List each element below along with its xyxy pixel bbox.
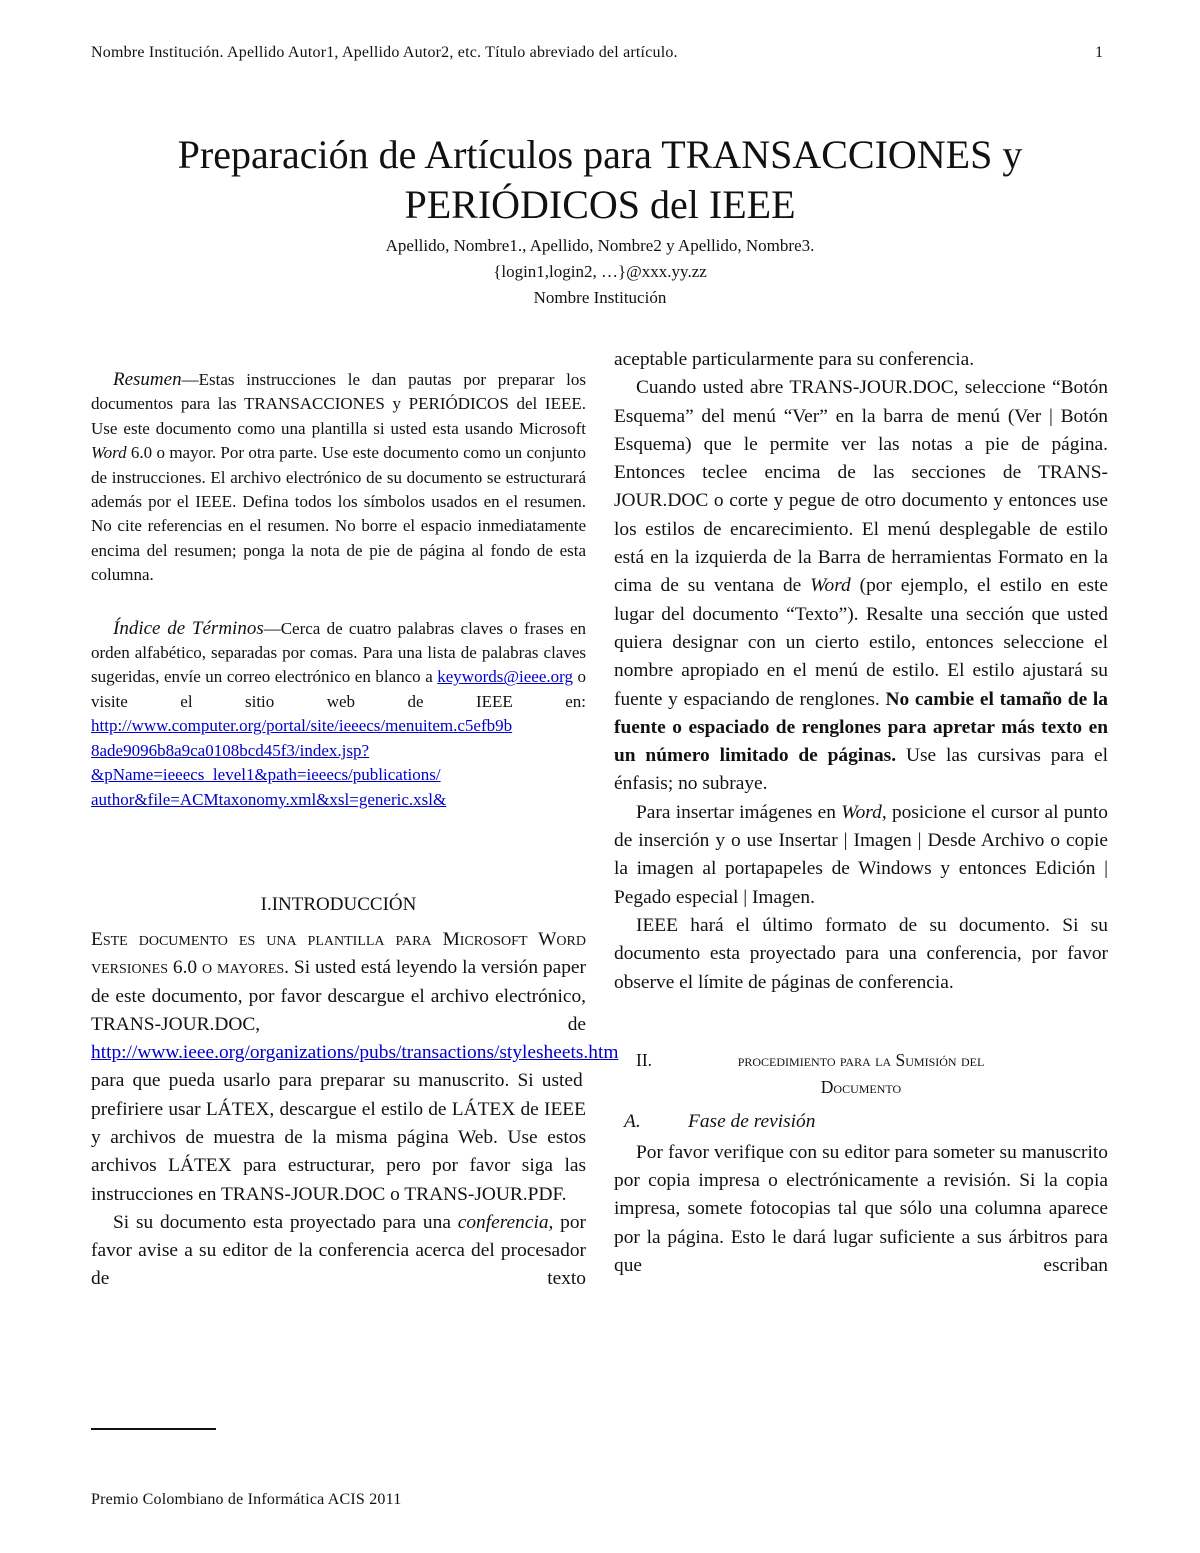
intro-p3-text-3: Use las cursivas para el énfasis; no subraye.: [614, 745, 1108, 795]
paper-title-line1: Preparación de Artículos para TRANSACCIONES y: [177, 132, 1023, 177]
intro-p3-em: Word: [810, 575, 851, 597]
intro-p4-text-2: , posicione el cursor al punto de inserción y o use Insertar | Imagen | Desde Archivo o copie la imagen al portapapeles de Windows y entonces Edición | Pegado especial | Imagen.: [614, 801, 1108, 908]
footnote-rule: [91, 1428, 216, 1430]
section-1-heading: I.INTRODUCCIÓN: [260, 893, 417, 915]
index-terms: [91, 617, 586, 812]
author-block: [0, 233, 1200, 311]
abstract-text-2: 6.0 o mayor. Por otra parte. Use este documento como un conjunto de instrucciones. El archivo electrónico de su documento se estructurará además por el IEEE. Defina todos los símbolos usados en el resumen. No cite referencias en el resumen. No borre el espacio inmediatamente encima del resumen; ponga la nota de pie de página al fondo de esta columna.: [91, 443, 586, 585]
index-terms-dash: —: [263, 618, 281, 638]
intro-paragraph-1: [91, 926, 619, 1209]
acm-taxonomy-link-line1[interactable]: http://www.computer.org/portal/site/ieeecs/menuitem.c5efb9b: [91, 716, 513, 736]
author-names: Apellido, Nombre1., Apellido, Nombre2 y Apellido, Nombre3.: [385, 236, 815, 255]
section-2-heading-line1: procedimiento para la Sumisión del: [737, 1049, 985, 1070]
section-2-heading-line2: Documento: [820, 1076, 902, 1097]
section-2-heading: [614, 1047, 1108, 1101]
left-column: [91, 368, 619, 1294]
intro-paragraph-5: IEEE hará el último formato de su documento. Si su documento esta proyectado para una conferencia, por favor observe el límite de páginas de conferencia.: [614, 914, 1108, 993]
subsection-a-heading: [624, 1111, 1108, 1133]
intro-text: Si usted está leyendo la versión paper de este documento, por favor descargue el archivo electrónico, TRANS-JOUR.DOC, de: [91, 957, 586, 1035]
intro-paragraph-2-continued: aceptable particularmente para su conferencia.: [614, 349, 975, 370]
index-terms-text-2: o visite el sitio web de IEEE en:: [91, 667, 587, 711]
intro-p3-text: Cuando usted abre TRANS-JOUR.DOC, seleccione “Botón Esquema” del menú “Ver” en la barra de menú (Ver | Botón Esquema) que le permite ver las notas a pie de página. Entonces teclee encima de las secciones de TRANS-JOUR.DOC o corte y pegue de otro documento y entonces use los estilos de encarecimiento. El menú desplegable de estilo está en la izquierda de la Barra de herramientas Formato en la cima de su ventana de: [614, 377, 1108, 597]
abstract-text: Estas instrucciones le dan pautas por preparar los documentos para las TRANSACCIONES y PERIÓDICOS del IEEE. Use este documento como una plantilla si usted esta usando Microsoft: [91, 370, 586, 438]
intro-p3-bold: No cambie el tamaño de la fuente o espaciado de renglones para apretar más texto en un número limitado de páginas.: [614, 688, 1108, 767]
author-institution: Nombre Institución: [533, 288, 667, 307]
running-header: Nombre Institución. Apellido Autor1, Apellido Autor2, etc. Título abreviado del artículo.: [91, 44, 678, 61]
paper-title: [60, 130, 1140, 230]
intro-p2-text-2: , por favor avise a su editor de la conferencia acerca del procesador de texto: [91, 1211, 587, 1290]
abstract-dash: —: [181, 370, 199, 389]
index-terms-text: Cerca de cuatro palabras claves o frases en orden alfabético, separadas por comas. Para una lista de palabras claves sugeridas, envíe un correo electrónico en blanco a: [91, 618, 586, 687]
abstract: [91, 368, 586, 588]
intro-paragraph-3: [614, 374, 1108, 798]
paper-title-line2: PERIÓDICOS del IEEE: [404, 182, 796, 227]
page-footer: Premio Colombiano de Informática ACIS 2011: [91, 1491, 402, 1508]
acm-taxonomy-link-line4[interactable]: author&file=ACMtaxonomy.xml&xsl=generic.xsl&: [91, 789, 447, 809]
intro-p4-text: Para insertar imágenes en: [636, 801, 842, 823]
stylesheets-link[interactable]: http://www.ieee.org/organizations/pubs/transactions/stylesheets.htm: [91, 1042, 619, 1064]
intro-lead-in: Este documento es una plantilla para Microsoft Word versiones 6.0 o mayores.: [91, 928, 586, 979]
index-terms-label: Índice de Términos: [113, 617, 264, 639]
intro-p3-text-2: (por ejemplo, el estilo en este lugar del documento “Texto”). Resalte una sección que usted quiera designar con un cierto estilo, entonces seleccione el nombre apropiado en el menú de estilo. El estilo ajustará su fuente y espaciando de renglones.: [614, 575, 1109, 710]
intro-p2-text: Si su documento esta proyectado para una: [113, 1211, 458, 1233]
section-2-number: II.: [636, 1049, 653, 1070]
review-phase-paragraph: Por favor verifique con su editor para someter su manuscrito por copia impresa o electrónicamente a revisión. Si la copia impresa, somete fotocopias tal que sólo una columna aparece por la página. Esto le dará lugar suficiente a sus árbitros para que escriban: [614, 1141, 1108, 1277]
acm-taxonomy-link-line2[interactable]: 8ade9096b8a9ca0108bcd45f3/index.jsp?: [91, 740, 370, 760]
subsection-a-title: Fase de revisión: [688, 1110, 816, 1132]
abstract-label: Resumen: [113, 369, 182, 390]
author-emails: {login1,login2, …}@xxx.yy.zz: [493, 262, 707, 281]
right-column: [614, 346, 1108, 1280]
intro-paragraph-2: [91, 1209, 586, 1294]
intro-paragraph-4: [614, 799, 1108, 912]
page-number: 1: [1095, 44, 1103, 61]
intro-text-2: para que pueda usarlo para preparar su manuscrito. Si usted prefiriere usar LÁTEX, descargue el estilo de LÁTEX de IEEE y archivos de muestra de la misma página Web. Use estos archivos LÁTEX para estructurar, pero por favor siga las instrucciones en TRANS-JOUR.DOC o TRANS-JOUR.PDF.: [91, 1070, 586, 1205]
acm-taxonomy-link-line3[interactable]: &pName=ieeecs_level1&path=ieeecs/publications/: [91, 765, 441, 785]
subsection-a-letter: A.: [624, 1110, 641, 1132]
abstract-word: Word: [91, 443, 127, 463]
keywords-email-link[interactable]: keywords@ieee.org: [437, 667, 573, 687]
intro-p4-em: Word: [841, 801, 882, 823]
intro-p2-em: conferencia: [457, 1211, 549, 1233]
